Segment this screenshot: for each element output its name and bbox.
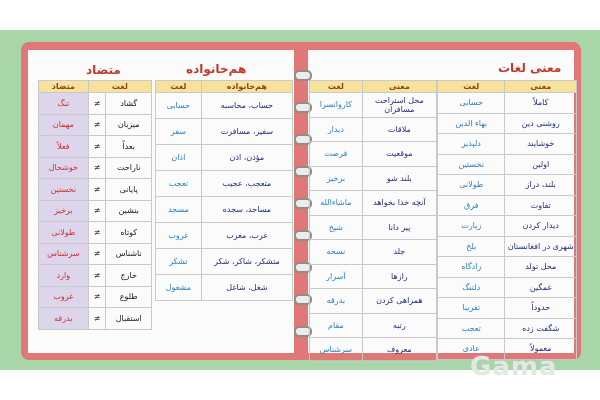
meaning-cell: معمولاً (505, 339, 577, 360)
meanings-table-2 (309, 80, 437, 363)
header-family: هم‌خانواده (201, 81, 292, 93)
meaning-cell: غمگین (505, 277, 577, 298)
word-cell: غروب (156, 223, 202, 249)
word-cell: خارج (106, 265, 152, 287)
family-cell: متشکر، شاکر، شکر (201, 249, 292, 275)
watermark-logo: Gama (470, 352, 558, 382)
family-cell: حساب، محاسبه (201, 93, 292, 119)
not-equal-icon: ≠ (88, 200, 106, 222)
word-cell: حسابی (438, 93, 505, 114)
not-equal-icon: ≠ (88, 114, 106, 136)
not-equal-icon: ≠ (88, 308, 106, 330)
table-header-row (438, 81, 577, 93)
opposite-cell: فعلاً (39, 136, 89, 158)
table-row (438, 195, 577, 216)
opposite-cell: نخستین (39, 179, 89, 201)
not-equal-icon: ≠ (88, 157, 106, 179)
word-cell: حسابی (156, 93, 202, 119)
table-row (310, 142, 437, 167)
meaning-cell: شهری در افغانستان (505, 236, 577, 257)
table-row (310, 264, 437, 289)
word-cell: ماشاءالله (310, 191, 363, 216)
table-row (156, 197, 293, 223)
word-cell: شیخ (310, 215, 363, 240)
not-equal-icon: ≠ (88, 93, 106, 115)
table-header-row (156, 81, 293, 93)
meaning-cell: روشنی دین (505, 113, 577, 134)
table-row (39, 114, 152, 136)
table-row (156, 249, 293, 275)
table-row (310, 289, 437, 314)
word-cell: دلتنگ (438, 277, 505, 298)
word-cell: نسخه (310, 240, 363, 265)
word-cell: ناراحت (106, 157, 152, 179)
meaning-cell: محل تولد (505, 257, 577, 278)
opposite-cell: مهمان (39, 114, 89, 136)
meaning-cell: شگفت زده (505, 318, 577, 339)
meanings-title: معنی لغات (498, 61, 562, 75)
meaning-cell: محل استراحت مسافران (362, 93, 436, 118)
table-row (310, 93, 437, 118)
header-meaning: معنی (505, 81, 577, 93)
opposite-cell: تنگ (39, 93, 89, 115)
meaning-cell: کاملاً (505, 93, 577, 114)
meaning-cell: معروف (362, 338, 436, 363)
word-cell: کاروانسرا (310, 93, 363, 118)
table-row (438, 257, 577, 278)
word-cell: فرق (438, 195, 505, 216)
meaning-cell: خوشایند (505, 134, 577, 155)
word-cell: زیارت (438, 216, 505, 237)
opposite-cell: غروب (39, 286, 89, 308)
table-row (39, 222, 152, 244)
table-row (438, 93, 577, 114)
meaning-cell: بلند، دراز (505, 175, 577, 196)
header-word: لغت (310, 81, 363, 93)
word-cell: مسجد (156, 197, 202, 223)
table-row (438, 134, 577, 155)
family-cell: متعجب، عجیب (201, 171, 292, 197)
word-cell: تعجب (156, 171, 202, 197)
word-cell: بدرقه (310, 289, 363, 314)
not-equal-icon: ≠ (88, 179, 106, 201)
meaning-cell: موقعیت (362, 142, 436, 167)
opposite-cell: برخیز (39, 200, 89, 222)
meaning-cell: جلد (362, 240, 436, 265)
word-cell: طلوع (106, 286, 152, 308)
word-cell: دلپذیر (438, 134, 505, 155)
not-equal-icon: ≠ (88, 265, 106, 287)
word-cell: تعجب (438, 318, 505, 339)
table-row (438, 298, 577, 319)
word-cell: پایانی (106, 179, 152, 201)
meaning-cell: دیدار کردن (505, 216, 577, 237)
meaning-cell: تفاوت (505, 195, 577, 216)
table-row (310, 117, 437, 142)
word-cell: تقریبا (438, 298, 505, 319)
not-equal-icon: ≠ (88, 222, 106, 244)
opposite-cell: سرشناس (39, 243, 89, 265)
table-row (39, 157, 152, 179)
table-row (310, 338, 437, 363)
opposite-cell: خوشحال (39, 157, 89, 179)
word-cell: ناشناس (106, 243, 152, 265)
word-cell: میزبان (106, 114, 152, 136)
table-row (39, 200, 152, 222)
word-cell: تشکر (156, 249, 202, 275)
meaning-cell: همراهی کردن (362, 289, 436, 314)
table-row (39, 308, 152, 330)
word-cell: مقام (310, 313, 363, 338)
word-cell: سرشناس (310, 338, 363, 363)
word-cell: اذان (156, 145, 202, 171)
not-equal-icon: ≠ (88, 286, 106, 308)
table-row (438, 175, 577, 196)
word-cell: سفر (156, 119, 202, 145)
word-cell: طولانی (438, 175, 505, 196)
word-cell: فرصت (310, 142, 363, 167)
word-cell: مشغول (156, 275, 202, 301)
word-cell: بنشین (106, 200, 152, 222)
meanings-table (437, 80, 577, 360)
family-table (155, 80, 293, 301)
meaning-cell: رازها (362, 264, 436, 289)
table-row (310, 166, 437, 191)
family-cell: سفیر، مسافرت (201, 119, 292, 145)
table-row (156, 223, 293, 249)
table-row (39, 286, 152, 308)
word-cell: برخیز (310, 166, 363, 191)
opposite-cell: طولانی (39, 222, 89, 244)
table-row (39, 243, 152, 265)
meaning-cell: بلند شو (362, 166, 436, 191)
word-cell: بهاء الدین (438, 113, 505, 134)
table-header-row (310, 81, 437, 93)
family-cell: مؤذن، اذن (201, 145, 292, 171)
family-title: هم‌خانواده (186, 62, 247, 76)
table-row (156, 145, 293, 171)
meaning-cell: حدوداً (505, 298, 577, 319)
not-equal-icon: ≠ (88, 136, 106, 158)
opposite-cell: وارد (39, 265, 89, 287)
meaning-cell: آنچه خدا بخواهد (362, 191, 436, 216)
table-row (438, 154, 577, 175)
family-cell: غرب، مغرب (201, 223, 292, 249)
not-equal-icon: ≠ (88, 243, 106, 265)
header-meaning: معنی (362, 81, 436, 93)
table-row (156, 275, 293, 301)
word-cell: دیدار (310, 117, 363, 142)
opposites-title: متضاد (86, 63, 121, 77)
table-row (39, 265, 152, 287)
word-cell: استقبال (106, 308, 152, 330)
meaning-cell: پیر دانا (362, 215, 436, 240)
family-cell: شغل، شاغل (201, 275, 292, 301)
word-cell: گشاد (106, 93, 152, 115)
table-row (438, 113, 577, 134)
table-row (310, 313, 437, 338)
meaning-cell: رتبه (362, 313, 436, 338)
header-word: لغت (88, 81, 151, 93)
table-row (310, 240, 437, 265)
table-row (39, 179, 152, 201)
table-row (39, 136, 152, 158)
meaning-cell: اولین (505, 154, 577, 175)
word-cell: آسرار (310, 264, 363, 289)
table-row (438, 216, 577, 237)
word-cell: زادگاه (438, 257, 505, 278)
table-row (310, 191, 437, 216)
word-cell: کوتاه (106, 222, 152, 244)
table-row (310, 215, 437, 240)
header-word: لغت (156, 81, 202, 93)
word-cell: نخستین (438, 154, 505, 175)
word-cell: عادی (438, 339, 505, 360)
table-row (438, 318, 577, 339)
table-header-row (39, 81, 152, 93)
table-row (156, 119, 293, 145)
table-row (156, 171, 293, 197)
table-row (156, 93, 293, 119)
table-row (438, 277, 577, 298)
table-row (39, 93, 152, 115)
family-cell: مساجد، سجده (201, 197, 292, 223)
table-row (438, 236, 577, 257)
header-opposite: متضاد (39, 81, 89, 93)
meaning-cell: ملاقات (362, 117, 436, 142)
header-word: لغت (438, 81, 505, 93)
opposite-cell: بدرقه (39, 308, 89, 330)
word-cell: بلخ (438, 236, 505, 257)
opposites-table (38, 80, 152, 330)
word-cell: بعداً (106, 136, 152, 158)
